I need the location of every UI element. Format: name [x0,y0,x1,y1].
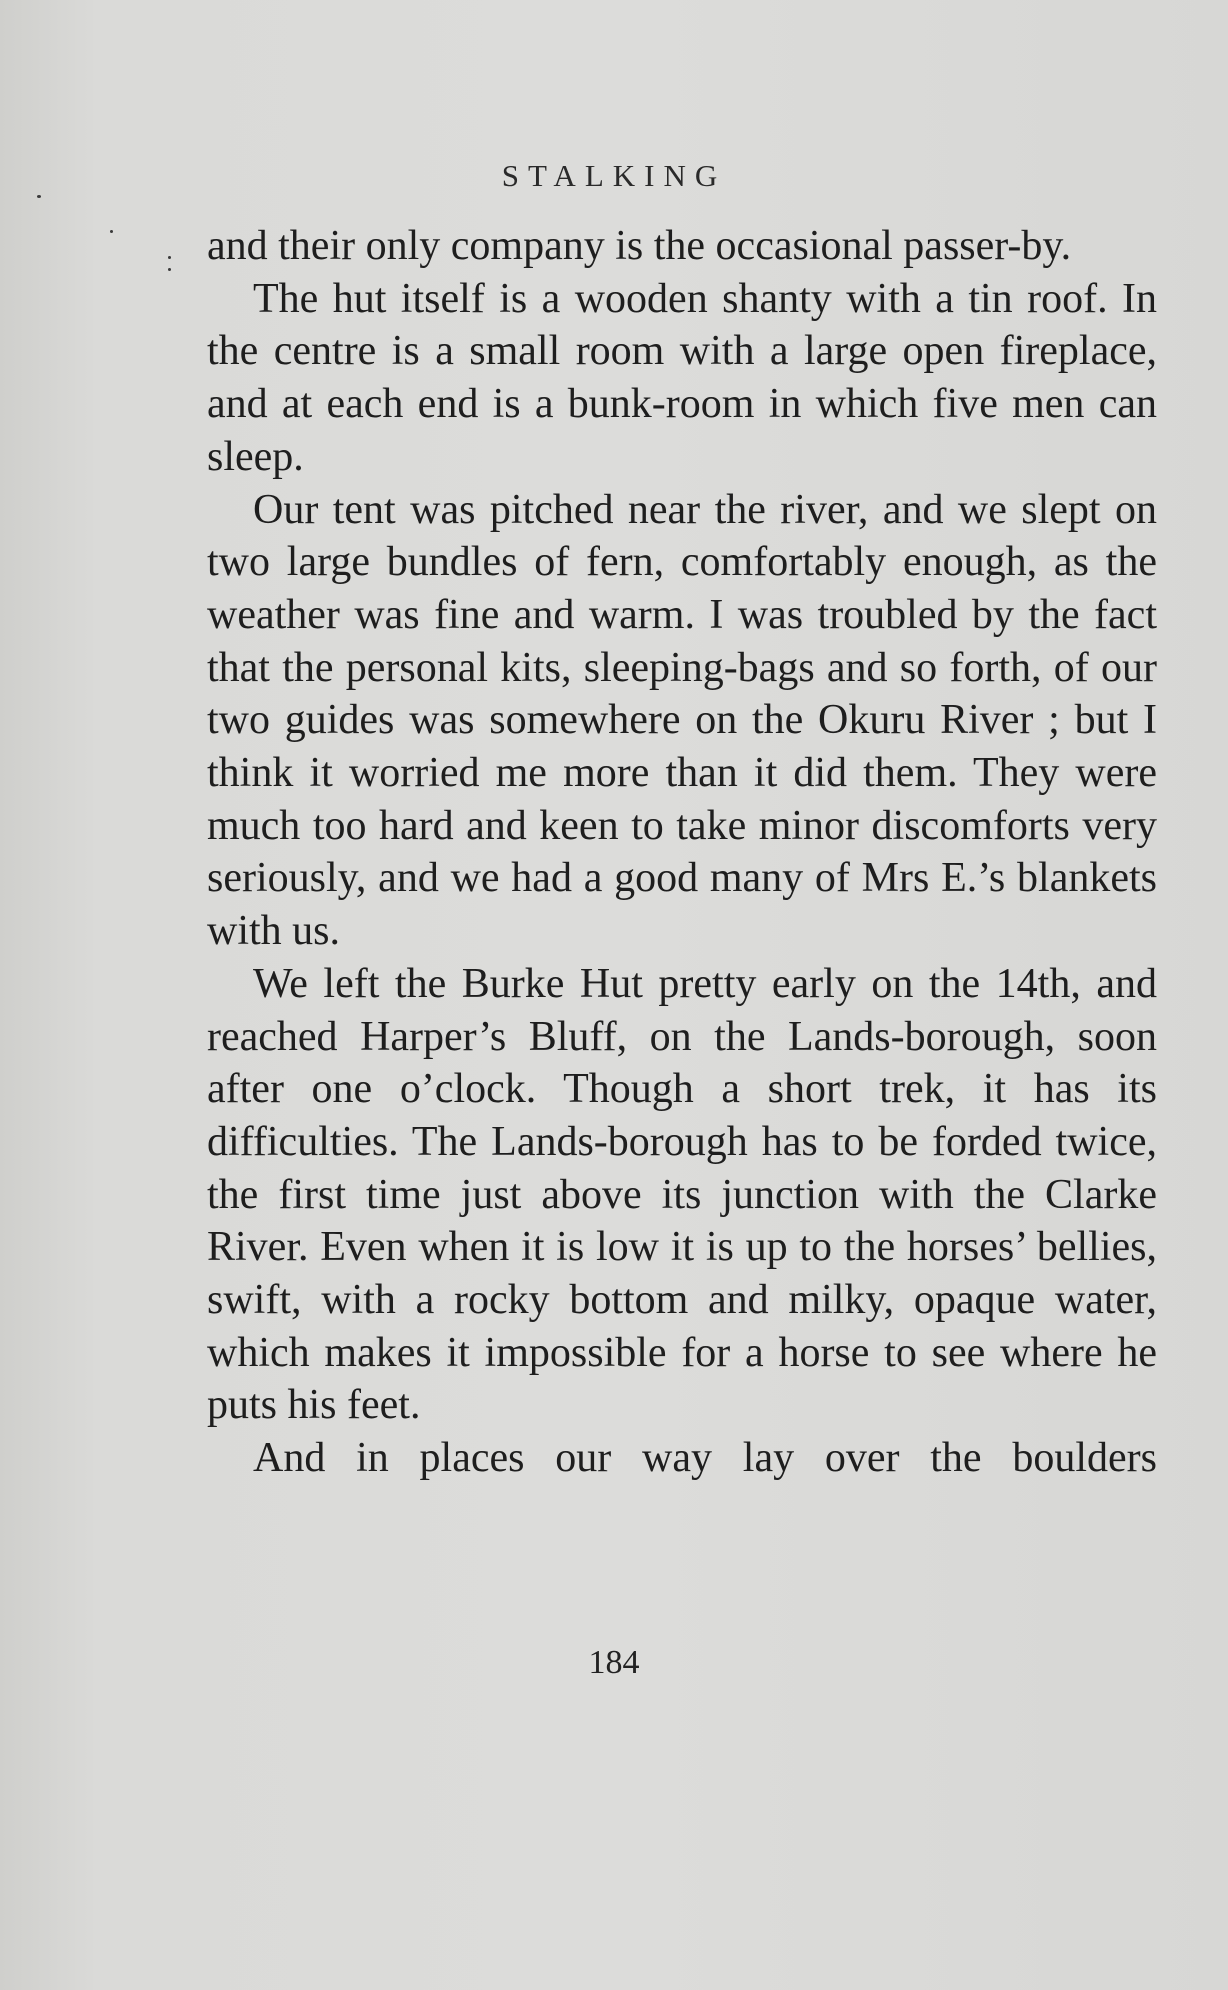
page-number: 184 [588,1644,640,1681]
paper-speck [37,195,41,198]
body-text [207,220,1157,1485]
paragraph: We left the Burke Hut pretty early on the 14th, and reached Harper’s Bluff, on the Lands-borough, soon after one o’clock. Though a short trek, it has its difficulties. The Lands-borough has to be forded twice, the first time just above its junction with the Clarke River. Even when it is low it is up to the horses’ bellies, swift, with a rocky bottom and milky, opaque water, which makes it impossible for a horse to see where he puts his feet. [207,960,1157,1429]
paragraph-continued: and their only company is the occasional passer-by. [207,223,1072,269]
running-head: STALKING [501,158,727,193]
paper-speck [168,268,171,271]
paper-speck [168,256,171,259]
paragraph-continues: And in places our way lay over the boulders [253,1435,1157,1482]
paper-speck [110,230,113,233]
paragraph: Our tent was pitched near the river, and we slept on two large bundles of fern, comfortably enough, as the weather was fine and warm. I was troubled by the fact that the personal kits, sleeping-bags and so forth, of our two guides was somewhere on the Okuru River ; but I think it worried me more than it did them. They were much too hard and keen to take minor discomforts very seriously, and we had a good many of Mrs E.’s blankets with us. [207,486,1157,955]
paragraph: The hut itself is a wooden shanty with a tin roof. In the centre is a small room with a large open fireplace, and at each end is a bunk-room in which five men can sleep. [207,275,1157,480]
